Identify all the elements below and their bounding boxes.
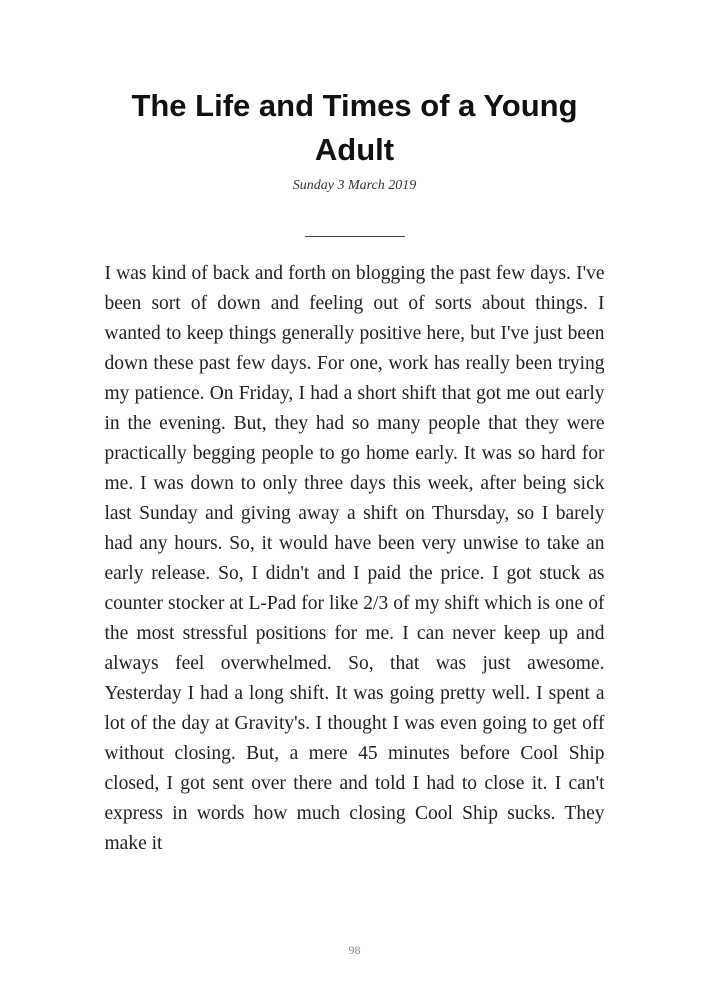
post-body-paragraph: I was kind of back and forth on blogging the past few days. I've been sort of down and feeling out of sorts about things. I wanted to keep things generally positive here, but I've just been down these past few days. For one, work has really been trying my patience. On Friday, I had a short shift that got me out early in the evening. But, they had so many people that they were practically begging people to go home early. It was so hard for me. I was down to only three days this week, after being sick last Sunday and giving away a shift on Thursday, so I barely had any hours. So, it would have been very unwise to take an early release. So, I didn't and I paid the price. I got stuck as counter stocker at L-Pad for like 2/3 of my shift which is one of the most stressful positions for me. I can never keep up and always feel overwhelmed. So, that was just awesome. Yesterday I had a long shift. It was going pretty well. I spent a lot of the day at Gravity's. I thought I was even going to get off without closing. But, a mere 45 minutes before Cool Ship closed, I got sent over there and told I had to close it. I can't express in words how much closing Cool Ship sucks. They make it <box>104 263 605 855</box>
post-date: Sunday 3 March 2019 <box>292 178 417 194</box>
content-column <box>105 0 605 859</box>
section-divider <box>305 236 405 237</box>
post-title: The Life and Times of a Young Adult <box>131 88 578 168</box>
page-number: 98 <box>348 943 361 957</box>
